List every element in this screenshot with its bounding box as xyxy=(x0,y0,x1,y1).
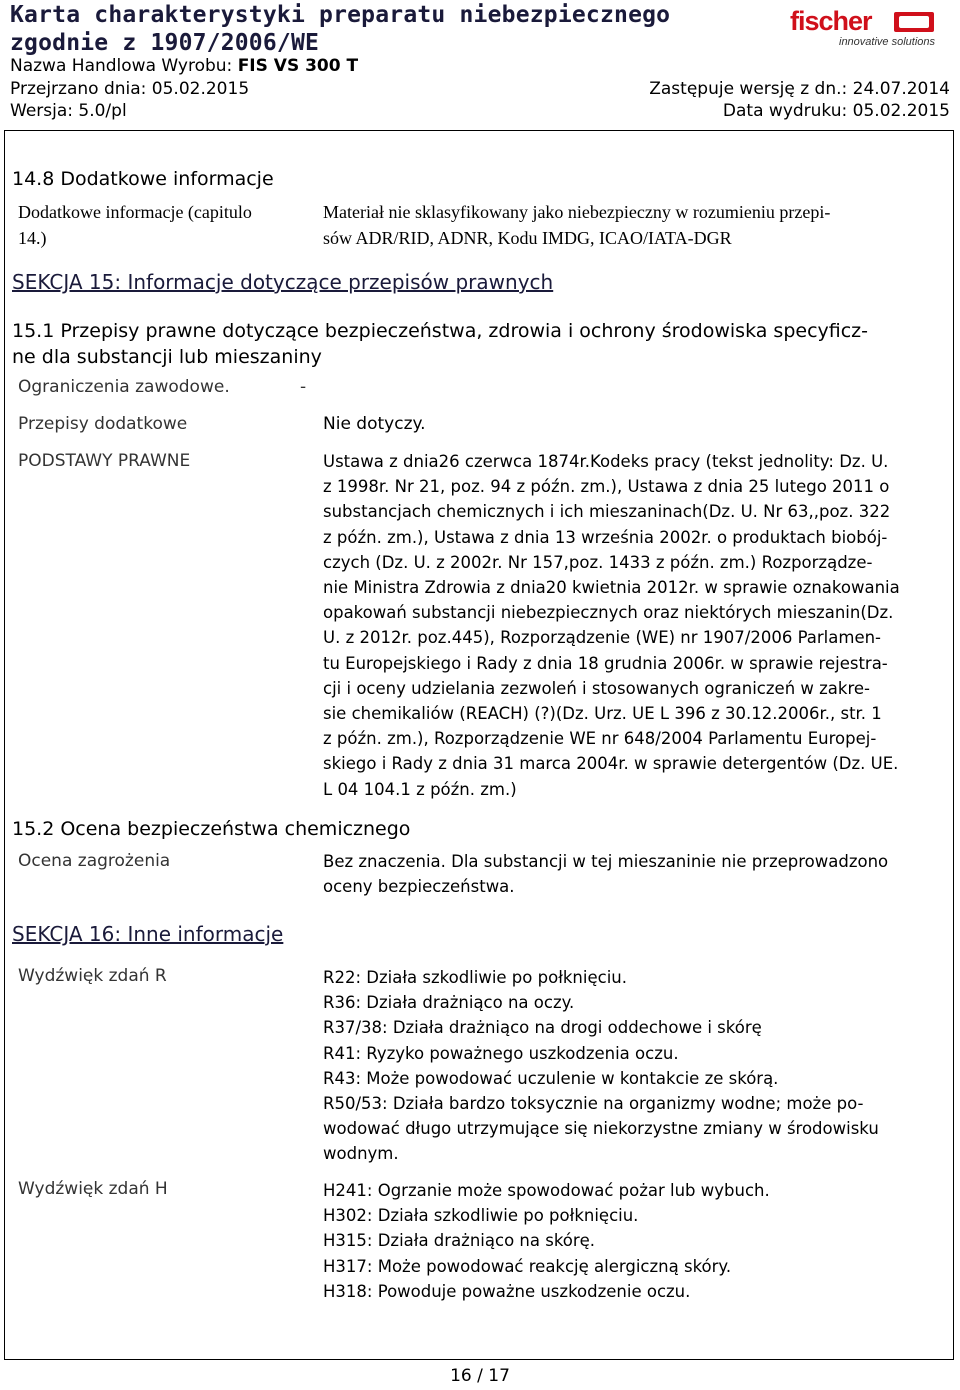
r-phrase: R43: Może powodować uczulenie w kontakcie ze skórą. xyxy=(323,1068,779,1088)
h-phrase: H315: Działa drażniąco na skórę. xyxy=(323,1231,596,1251)
restrictions-label: Ograniczenia zawodowe. xyxy=(18,377,230,397)
legal-line: substancjach chemicznych i ich mieszaninach(Dz. U. Nr 63,,poz. 322 xyxy=(323,502,891,522)
document-header xyxy=(10,0,950,125)
legal-basis-text xyxy=(323,449,900,802)
additional-info-label-line1: Dodatkowe informacje (capitulo xyxy=(18,202,252,222)
legal-line: z 1998r. Nr 21, poz. 94 z późn. zm.), Ustawa z dnia 25 lutego 2011 o xyxy=(323,477,890,497)
additional-info-label-line2: 14.) xyxy=(18,228,47,248)
r-phrase: R37/38: Działa drażniąco na drogi oddechowe i skórę xyxy=(323,1018,762,1038)
legal-basis-label: PODSTAWY PRAWNE xyxy=(18,451,191,471)
legal-line: opakowań substancji niebezpiecznych oraz niektórych mieszanin(Dz. xyxy=(323,603,894,623)
hazard-line: Bez znaczenia. Dla substancji w tej mieszaninie nie przeprowadzono xyxy=(323,852,889,871)
r-phrase: R41: Ryzyko poważnego uszkodzenia oczu. xyxy=(323,1043,679,1063)
h-phrase: H317: Może powodować reakcję alergiczną skóry. xyxy=(323,1256,732,1276)
page-number: 16 / 17 xyxy=(450,1366,510,1386)
hazard-assessment-label: Ocena zagrożenia xyxy=(18,851,171,871)
r-phrase: wodować długo utrzymujące się niekorzystne zmiany w środowisku xyxy=(323,1119,879,1139)
logo-badge-icon xyxy=(894,12,934,32)
restrictions-value: - xyxy=(300,377,307,397)
section-15-heading: SEKCJA 15: Informacje dotyczące przepisów prawnych xyxy=(12,270,554,294)
trade-name-value: FIS VS 300 T xyxy=(237,56,359,76)
h-phrases-label: Wydźwięk zdań H xyxy=(18,1179,168,1199)
additional-regulations-value: Nie dotyczy. xyxy=(323,414,426,434)
document-title-line1: Karta charakterystyki preparatu niebezpiecznego xyxy=(10,2,671,28)
trade-name xyxy=(10,56,358,76)
hazard-line: oceny bezpieczeństwa. xyxy=(323,877,515,897)
replaces-version: Zastępuje wersję z dn.: 24.07.2014 xyxy=(649,79,950,99)
legal-line: L 04 104.1 z późn. zm.) xyxy=(323,779,517,799)
legal-line: tu Europejskiego i Rady z dnia 18 grudnia 2006r. w sprawie rejestra- xyxy=(323,653,888,673)
legal-line: cji i oceny udzielania zezwoleń i stosowanych ograniczeń w zakre- xyxy=(323,678,870,698)
h-phrase: H302: Działa szkodliwie po połknięciu. xyxy=(323,1206,639,1226)
legal-line: czych (Dz. U. z 2002r. Nr 157,poz. 1433 z późn. zm.) Rozporządze- xyxy=(323,552,873,572)
h-phrase: H318: Powoduje poważne uszkodzenie oczu. xyxy=(323,1281,691,1301)
legal-line: z późn. zm.), Ustawa z dnia 13 września 2002r. o produktach biobój- xyxy=(323,527,888,547)
legal-line: Ustawa z dnia26 czerwca 1874r.Kodeks pracy (tekst jednolity: Dz. U. xyxy=(323,452,889,471)
legal-line: U. z 2012r. poz.445), Rozporządzenie (WE) nr 1907/2006 Parlamen- xyxy=(323,628,882,648)
r-phrase: wodnym. xyxy=(323,1144,399,1164)
r-phrase: R22: Działa szkodliwie po połknięciu. xyxy=(323,968,627,987)
h-phrases-list xyxy=(323,1178,770,1304)
r-phrase: R50/53: Działa bardzo toksycznie na organizmy wodne; może po- xyxy=(323,1094,864,1114)
section-15-2-heading: 15.2 Ocena bezpieczeństwa chemicznego xyxy=(12,818,411,840)
legal-line: nie Ministra Zdrowia z dnia20 kwietnia 2012r. w sprawie oznakowania xyxy=(323,578,900,598)
legal-line: z późn. zm.), Rozporządzenie WE nr 648/2004 Parlamentu Europej- xyxy=(323,729,877,749)
print-date: Data wydruku: 05.02.2015 xyxy=(722,101,950,121)
section-15-1-heading-line1: 15.1 Przepisy prawne dotyczące bezpieczeństwa, zdrowia i ochrony środowiska specyficz- xyxy=(12,320,869,342)
h-phrase: H241: Ogrzanie może spowodować pożar lub wybuch. xyxy=(323,1181,770,1200)
additional-regulations-label: Przepisy dodatkowe xyxy=(18,414,188,434)
trade-name-label: Nazwa Handlowa Wyrobu: xyxy=(10,56,238,76)
r-phrases-label: Wydźwięk zdań R xyxy=(18,966,167,986)
additional-info-value-line2: sów ADR/RID, ADNR, Kodu IMDG, ICAO/IATA-DGR xyxy=(323,228,732,248)
r-phrases-list xyxy=(323,965,879,1167)
document-title-line2: zgodnie z 1907/2006/WE xyxy=(10,30,320,56)
section-15-1-heading-line2: ne dla substancji lub mieszaniny xyxy=(12,346,322,368)
legal-line: skiego i Rady z dnia 31 marca 2004r. w sprawie detergentów (Dz. UE. xyxy=(323,754,899,774)
revised-date: Przejrzano dnia: 05.02.2015 xyxy=(10,79,250,99)
logo-wordmark: fischer xyxy=(790,6,872,36)
logo-tagline: innovative solutions xyxy=(839,36,936,48)
legal-line: sie chemikaliów (REACH) (?)(Dz. Urz. UE L 396 z 30.12.2006r., str. 1 xyxy=(323,704,882,724)
section-14-8-heading: 14.8 Dodatkowe informacje xyxy=(12,168,274,190)
section-16-heading: SEKCJA 16: Inne informacje xyxy=(12,922,284,946)
version: Wersja: 5.0/pl xyxy=(10,101,127,121)
hazard-assessment-value xyxy=(323,849,888,899)
r-phrase: R36: Działa drażniąco na oczy. xyxy=(323,993,575,1013)
additional-info-value-line1: Materiał nie sklasyfikowany jako niebezpieczny w rozumieniu przepi- xyxy=(323,202,831,222)
fischer-logo xyxy=(790,6,940,50)
